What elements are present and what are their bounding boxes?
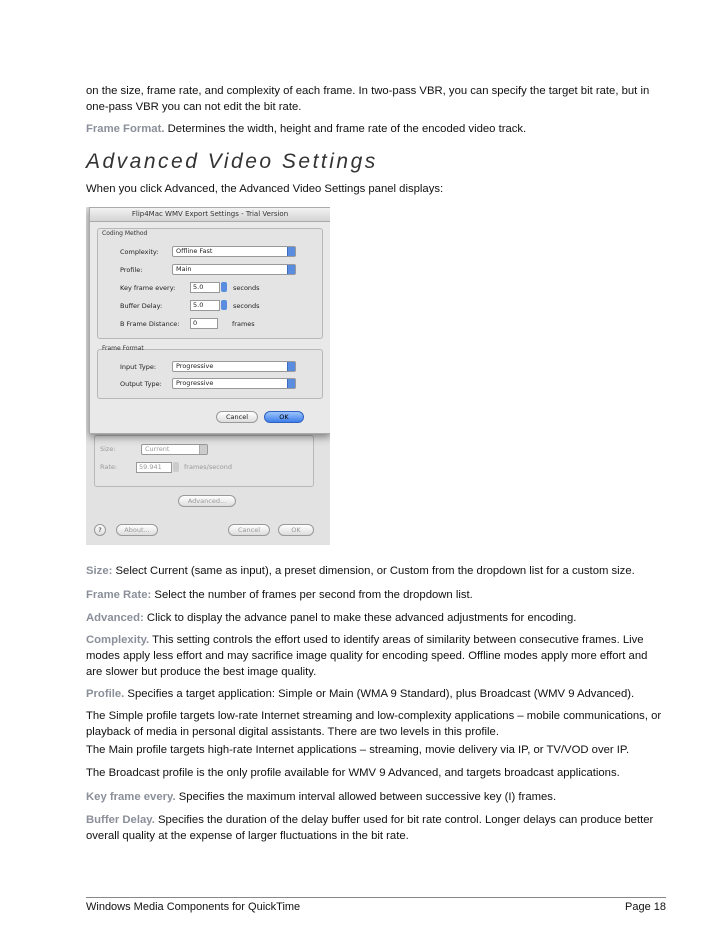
buffer-delay-field[interactable]: 5.0 xyxy=(190,300,220,311)
buffer-delay-unit: seconds xyxy=(233,302,260,310)
frame-rate-paragraph xyxy=(86,587,666,603)
bg-cancel-button[interactable]: Cancel xyxy=(228,524,270,536)
dialog-title: Flip4Mac WMV Export Settings - Trial Version xyxy=(90,208,330,222)
size-text: Select Current (same as input), a preset dimension, or Custom from the dropdown list for a custom size. xyxy=(112,565,635,577)
size-paragraph xyxy=(86,563,666,579)
buffer-delay-label: Buffer Delay: xyxy=(120,302,163,310)
input-type-label: Input Type: xyxy=(120,363,157,371)
frame-format-text: Determines the width, height and frame rate of the encoded video track. xyxy=(164,123,527,135)
popup-arrow-icon xyxy=(287,362,295,371)
profile-label: Profile: xyxy=(120,266,143,274)
popup-arrow-icon xyxy=(287,265,295,274)
keyframe-unit: seconds xyxy=(233,284,260,292)
advanced-text: Click to display the advance panel to make these advanced adjustments for encoding. xyxy=(143,612,577,624)
input-type-value: Progressive xyxy=(176,362,214,370)
size-popup[interactable] xyxy=(141,444,208,455)
keyframe-label: Key frame every: xyxy=(120,284,176,292)
advanced-video-settings-dialog xyxy=(89,207,330,434)
buffer-delay-paragraph xyxy=(86,812,666,844)
section-title: Advanced Video Settings xyxy=(86,150,378,173)
popup-arrow-icon xyxy=(199,445,207,454)
buffer-delay-text: Specifies the duration of the delay buffer used for bit rate control. Longer delays can produce better overall quality at the expense of larger fluctuations in the bit rate. xyxy=(86,814,654,842)
keyframe-term: Key frame every. xyxy=(86,791,176,803)
bframe-unit: frames xyxy=(232,320,255,328)
bframe-label: B Frame Distance: xyxy=(120,320,180,328)
profile-text: Specifies a target application: Simple or Main (WMA 9 Standard), plus Broadcast (WMV 9 Advanced). xyxy=(124,688,635,700)
rate-field[interactable]: 59.941 xyxy=(136,462,172,473)
cancel-button[interactable]: Cancel xyxy=(216,411,258,423)
advanced-term: Advanced: xyxy=(86,612,144,624)
popup-arrow-icon xyxy=(287,379,295,388)
frame-format-term: Frame Format. xyxy=(86,123,165,135)
complexity-text: This setting controls the effort used to identify areas of similarity between consecutive frames. Live modes apply less effort and may sacrifice image quality for encoding speed. Offline modes apply more effort and are slower but produce the best image quality. xyxy=(86,634,648,678)
size-term: Size: xyxy=(86,565,113,577)
complexity-term: Complexity. xyxy=(86,634,150,646)
advanced-paragraph xyxy=(86,610,666,626)
output-type-value: Progressive xyxy=(176,379,214,387)
frame-format-group xyxy=(97,349,323,399)
intro-paragraph: on the size, frame rate, and complexity of each frame. In two-pass VBR, you can specify the target bit rate, but in one-pass VBR you can not edit the bit rate. xyxy=(86,85,650,113)
keyframe-field[interactable]: 5.0 xyxy=(190,282,220,293)
profile-popup[interactable] xyxy=(172,264,296,275)
keyframe-text: Specifies the maximum interval allowed between successive key (I) frames. xyxy=(175,791,557,803)
popup-arrow-icon xyxy=(287,247,295,256)
profile-paragraph xyxy=(86,686,666,702)
footer-title: Windows Media Components for QuickTime xyxy=(86,901,301,913)
ok-button[interactable]: OK xyxy=(264,411,304,423)
complexity-popup[interactable] xyxy=(172,246,296,257)
page-number: Page 18 xyxy=(625,901,666,913)
output-type-popup[interactable] xyxy=(172,378,296,389)
advanced-intro-paragraph: When you click Advanced, the Advanced Video Settings panel displays: xyxy=(86,183,444,195)
profile-value: Main xyxy=(176,265,192,273)
advanced-settings-screenshot xyxy=(86,207,330,545)
rate-label: Rate: xyxy=(100,463,118,471)
advanced-button[interactable]: Advanced... xyxy=(178,495,236,507)
output-type-label: Output Type: xyxy=(120,380,162,388)
size-value: Current xyxy=(145,445,170,453)
complexity-label: Complexity: xyxy=(120,248,159,256)
input-type-popup[interactable] xyxy=(172,361,296,372)
rate-stepper-icon[interactable] xyxy=(173,462,179,472)
broadcast-profile-paragraph: The Broadcast profile is the only profile available for WMV 9 Advanced, and targets broadcast applications. xyxy=(86,767,620,779)
complexity-value: Offline Fast xyxy=(176,247,213,255)
simple-profile-paragraph: The Simple profile targets low-rate Internet streaming and low-complexity applications – mobile communications, or playback of media in personal digital assistants. There are two levels in this profile. xyxy=(86,710,662,738)
keyframe-paragraph xyxy=(86,789,666,805)
bframe-field[interactable]: 0 xyxy=(190,318,218,329)
frame-format-label: Frame Format xyxy=(102,345,144,352)
coding-method-label: Coding Method xyxy=(102,230,148,237)
frame-rate-text: Select the number of frames per second from the dropdown list. xyxy=(151,589,473,601)
help-button[interactable]: ? xyxy=(94,524,106,536)
frame-rate-term: Frame Rate: xyxy=(86,589,152,601)
buffer-delay-stepper-icon[interactable] xyxy=(221,300,227,310)
buffer-delay-term: Buffer Delay. xyxy=(86,814,155,826)
main-profile-paragraph: The Main profile targets high-rate Internet applications – streaming, movie delivery via IP, or TV/VOD over IP. xyxy=(86,744,630,756)
complexity-paragraph xyxy=(86,632,666,680)
about-button[interactable]: About... xyxy=(116,524,158,536)
rate-unit: frames/second xyxy=(184,463,233,471)
frame-settings-group xyxy=(94,435,314,487)
size-label: Size: xyxy=(100,445,116,453)
profile-term: Profile. xyxy=(86,688,125,700)
frame-format-paragraph xyxy=(86,121,666,137)
bg-ok-button[interactable]: OK xyxy=(278,524,314,536)
keyframe-stepper-icon[interactable] xyxy=(221,282,227,292)
footer-divider xyxy=(86,897,666,898)
